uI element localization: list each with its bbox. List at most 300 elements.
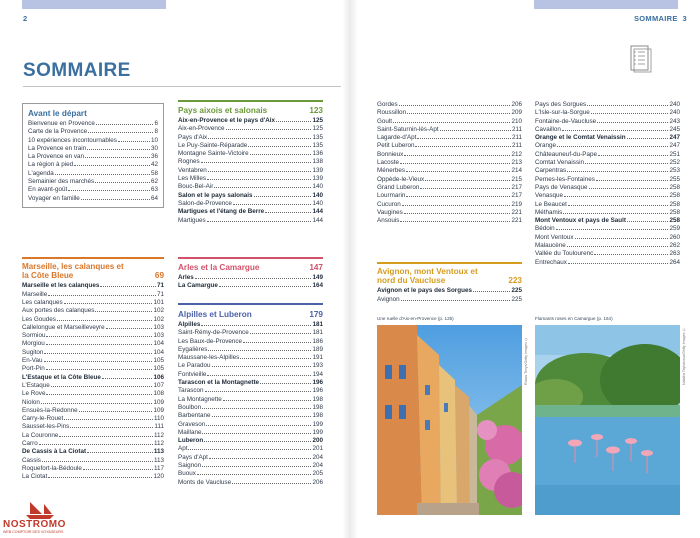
toc-entry [377, 109, 522, 117]
toc-entry [178, 462, 323, 470]
toc-entry-page: 194 [312, 370, 323, 378]
toc-entry-title: Fontvieille [178, 370, 207, 378]
nostromo-logo [0, 498, 76, 538]
toc-entry-title: Marseille [22, 290, 48, 298]
toc-entry-page: 108 [153, 390, 164, 398]
photo-camargue-flamingos [535, 325, 680, 515]
title-rule [23, 86, 341, 87]
toc-entry-page: 258 [669, 192, 680, 200]
toc-entry-page: 247 [669, 142, 680, 150]
toc-entry-page: 212 [511, 150, 522, 158]
toc-leader-dots [208, 134, 311, 139]
toc-entry-title: Les Baux-de-Provence [178, 337, 243, 345]
toc-entry-page: 245 [669, 125, 680, 133]
toc-entry-title: Vallée du Toulourenc [535, 250, 594, 258]
book-gutter [342, 0, 358, 538]
toc-entry [178, 158, 323, 166]
toc-entry [22, 349, 164, 357]
toc-entry-title: Carro [22, 440, 38, 448]
toc-leader-dots [55, 170, 150, 175]
photo-caption-aix: Une ruelle d'Aix-en-Provence (p. 125) [377, 316, 454, 321]
toc-leader-dots [589, 184, 669, 189]
toc-entry-page: 258 [669, 208, 680, 216]
toc-entry-page: 205 [312, 470, 323, 478]
toc-entry [535, 159, 680, 167]
toc-entry-title: Les Milles [178, 175, 206, 183]
toc-entry [535, 225, 680, 233]
logo-subtext: WEB COMPTOIR DES VOYAGEURS [3, 530, 64, 534]
toc-leader-dots [591, 109, 669, 114]
toc-entry-title: Gordes [377, 101, 398, 108]
toc-entry-title: Aux portes des calanques [22, 307, 95, 315]
toc-entry-title: Bouc-Bel-Air [178, 183, 214, 191]
toc-entry-page: 181 [312, 329, 323, 337]
toc-entry-page: 112 [153, 440, 164, 448]
toc-entry [178, 404, 323, 412]
toc-entry [535, 109, 680, 117]
toc-entry-title: Orange et le Comtat Venaissin [535, 134, 626, 142]
toc-entry-page: 198 [312, 395, 323, 403]
toc-entry-title: Méthamis [535, 208, 563, 216]
toc-entry-page: 204 [312, 462, 323, 470]
toc-leader-dots [201, 158, 312, 163]
toc-entry [535, 201, 680, 209]
toc-entry-page: 58 [150, 169, 158, 177]
toc-entry [377, 287, 522, 295]
toc-entry-title: La Montagnette [178, 395, 222, 403]
toc-leader-dots [214, 183, 311, 188]
toc-leader-dots [564, 192, 668, 197]
toc-entry [377, 167, 522, 175]
toc-entry-title: Orange [535, 142, 557, 150]
toc-entry [178, 362, 323, 370]
section-title: Arles et la Camargue 147 [178, 263, 323, 272]
toc-leader-dots [250, 329, 312, 334]
toc-entry-page: 258 [669, 183, 680, 191]
toc-leader-dots [74, 161, 150, 166]
toc-leader-dots [401, 296, 511, 301]
toc-leader-dots [48, 473, 152, 478]
toc-entry-title: 10 expériences incontournables [28, 136, 117, 144]
toc-leader-dots [85, 153, 150, 158]
toc-entry-page: 252 [669, 159, 680, 167]
toc-entry-title: Malaucène [535, 242, 566, 250]
toc-entry-page: 30 [150, 144, 158, 152]
toc-entry [22, 457, 164, 465]
toc-entry-title: Luberon [178, 437, 204, 445]
toc-entry-page: 186 [312, 337, 323, 345]
toc-entry-title: Ventabren [178, 166, 207, 174]
toc-entry-title: Les Goudes [22, 315, 56, 323]
toc-entry-title: Monts de Vaucluse [178, 478, 232, 486]
toc-entry-title: Niolon [22, 398, 40, 406]
toc-entry-page: 144 [312, 216, 323, 224]
toc-entry-title: En-Vau [22, 357, 43, 365]
toc-entry-title: Carry-le-Rouet [22, 415, 64, 423]
toc-leader-dots [598, 151, 669, 156]
toc-entry-page: 102 [153, 307, 164, 315]
toc-entry-title: Tarascon et la Montagnette [178, 379, 260, 387]
toc-entry-page: 243 [669, 117, 680, 125]
toc-entry [178, 274, 323, 282]
toc-entry-title: Cassis [22, 456, 41, 464]
toc-entry-page: 63 [150, 186, 158, 194]
toc-leader-dots [204, 437, 311, 442]
toc-entry [535, 176, 680, 184]
toc-entry [22, 432, 164, 440]
toc-leader-dots [223, 396, 312, 401]
toc-leader-dots [81, 195, 150, 200]
toc-entry-title: L'Estaque et la Côte Bleue [22, 373, 101, 381]
toc-entry-title: Tarascon [178, 387, 204, 395]
toc-entry-title: Vaugines [377, 208, 403, 216]
toc-entry [22, 282, 164, 290]
toc-entry-page: 6 [154, 120, 158, 127]
toc-entry [22, 307, 164, 315]
toc-entry-page: 264 [669, 258, 680, 266]
toc-leader-dots [596, 176, 669, 181]
toc-entry-page: 64 [150, 194, 158, 202]
toc-leader-dots [102, 374, 153, 379]
toc-entry [178, 346, 323, 354]
toc-entry-page: 62 [150, 178, 158, 186]
toc-entry-page: 103 [153, 332, 164, 340]
toc-entry-page: 221 [511, 217, 522, 225]
toc-entry-page: 181 [312, 321, 323, 328]
toc-entry-title: Ensuès-la-Redonne [22, 406, 78, 414]
toc-leader-dots [440, 126, 511, 131]
toc-leader-dots [208, 167, 312, 172]
toc-leader-dots [48, 291, 156, 296]
toc-entry-title: Buoux [178, 470, 196, 478]
toc-entry [22, 399, 164, 407]
toc-entry-page: 101 [153, 299, 164, 306]
toc-entry-title: Grand Luberon [377, 183, 420, 191]
toc-entry-page: 136 [312, 150, 323, 158]
toc-entry-page: 113 [153, 448, 164, 456]
toc-leader-dots [219, 282, 312, 287]
toc-entry-page: 221 [511, 208, 522, 216]
toc-entry-title: Ansouis [377, 217, 400, 225]
toc-leader-dots [567, 242, 669, 247]
toc-leader-dots [87, 145, 150, 150]
toc-entry-title: Pernes-les-Fontaines [535, 175, 595, 183]
toc-entry-page: 215 [511, 175, 522, 183]
toc-entry [377, 134, 522, 142]
toc-entry-page: 110 [153, 415, 164, 423]
toc-entry-title: L'Estaque [22, 381, 50, 389]
toc-entry-page: 259 [669, 225, 680, 233]
toc-entry-page: 251 [669, 150, 680, 158]
header-tab [534, 0, 678, 9]
toc-entry-title: L'Isle-sur-la-Sorgue [535, 109, 590, 117]
toc-entry [535, 209, 680, 217]
toc-leader-dots [575, 234, 669, 239]
toc-entry-title: Pays d'Apt [178, 453, 208, 461]
toc-leader-dots [627, 134, 669, 139]
right-page [350, 0, 700, 538]
toc-entry-page: 103 [153, 323, 164, 331]
toc-leader-dots [233, 200, 312, 205]
toc-entry-page: 198 [312, 403, 323, 411]
toc-entry [178, 282, 323, 290]
toc-entry [22, 448, 164, 456]
toc-entry-page: 213 [511, 159, 522, 167]
toc-entry [178, 217, 323, 225]
toc-entry-page: 189 [312, 345, 323, 353]
toc-leader-dots [425, 176, 510, 181]
toc-entry [28, 161, 158, 169]
toc-entry-title: Lagarde-d'Apt [377, 134, 417, 142]
toc-entry-title: Pays d'Aix [178, 133, 208, 141]
toc-entry [22, 316, 164, 324]
toc-leader-dots [59, 432, 153, 437]
toc-entry [178, 454, 323, 462]
toc-leader-dots [44, 349, 152, 354]
section-luberon-continued [377, 101, 522, 225]
toc-entry-title: Saint-Saturnin-lès-Apt [377, 125, 439, 133]
toc-leader-dots [627, 217, 669, 222]
toc-entry-page: 111 [154, 423, 164, 431]
toc-entry [377, 184, 522, 192]
toc-entry-page: 198 [312, 412, 323, 420]
toc-entry [22, 390, 164, 398]
toc-entry-title: Cucuron [377, 200, 401, 208]
toc-entry [178, 396, 323, 404]
toc-leader-dots [202, 404, 311, 409]
toc-entry-title: Venasque [535, 192, 564, 200]
toc-leader-dots [68, 186, 150, 191]
section-bar [22, 257, 164, 259]
toc-entry [28, 170, 158, 178]
toc-entry-page: 263 [669, 250, 680, 258]
toc-entry [178, 192, 323, 200]
toc-entry-title: Callelongue et Marseilleveyre [22, 323, 105, 331]
toc-entry-title: Carpentras [535, 167, 567, 175]
toc-entry-page: 8 [154, 128, 158, 136]
toc-entry [22, 357, 164, 365]
toc-entry [22, 407, 164, 415]
toc-leader-dots [95, 307, 152, 312]
toc-entry-title: Bonnieux [377, 150, 404, 158]
toc-leader-dots [567, 167, 668, 172]
toc-entry-page: 112 [153, 431, 164, 439]
toc-leader-dots [106, 324, 153, 329]
toc-entry-title: De Cassis à La Ciotat [22, 448, 87, 456]
toc-entry [22, 382, 164, 390]
toc-leader-dots [87, 448, 153, 453]
toc-entry-title: Eygalières [178, 345, 208, 353]
toc-leader-dots [209, 454, 312, 459]
section-vaucluse-continued [535, 101, 680, 267]
toc-leader-dots [202, 462, 311, 467]
toc-entry-page: 117 [153, 464, 164, 472]
toc-entry [535, 167, 680, 175]
toc-entry-title: Petit Luberon [377, 142, 415, 150]
photo-caption-camargue: Flamants roses en Camargue (p. 164) [535, 316, 613, 321]
toc-leader-dots [46, 365, 153, 370]
toc-leader-dots [207, 217, 312, 222]
toc-entry-page: 210 [511, 117, 522, 125]
toc-leader-dots [46, 340, 153, 345]
toc-leader-dots [226, 125, 312, 130]
toc-entry-title: Bienvenue en Provence [28, 120, 95, 127]
toc-entry [178, 134, 323, 142]
toc-entry-page: 113 [153, 456, 164, 464]
toc-entry-title: Entrechaux [535, 258, 567, 266]
toc-leader-dots [64, 299, 153, 304]
toc-entry-title: Apt [178, 445, 188, 453]
toc-leader-dots [594, 250, 668, 255]
toc-leader-dots [404, 151, 510, 156]
toc-entry-page: 144 [312, 208, 323, 216]
toc-entry [178, 167, 323, 175]
toc-entry-page: 71 [156, 290, 164, 298]
toc-leader-dots [51, 382, 153, 387]
toc-entry [377, 101, 522, 109]
toc-entry-title: La région à pied [28, 161, 74, 169]
toc-entry-title: Sormiou [22, 332, 46, 340]
toc-leader-dots [70, 423, 153, 428]
toc-entry-title: Le Rove [22, 390, 46, 398]
toc-entry-title: Salon et le pays salonais [178, 191, 253, 199]
toc-entry-page: 71 [156, 282, 164, 290]
toc-leader-dots [88, 128, 153, 133]
toc-entry [22, 415, 164, 423]
toc-leader-dots [415, 142, 510, 147]
toc-entry [377, 201, 522, 209]
toc-entry [535, 217, 680, 225]
photo-credit-aix: Rokas Tenys/Getty Images © [524, 337, 528, 385]
toc-entry [377, 159, 522, 167]
toc-entry-page: 106 [153, 373, 164, 381]
toc-entry [535, 126, 680, 134]
toc-entry-title: Martigues [178, 216, 206, 224]
toc-entry-page: 201 [312, 445, 323, 453]
toc-entry-title: Goult [377, 117, 393, 125]
toc-leader-dots [39, 440, 153, 445]
toc-entry-page: 214 [511, 167, 522, 175]
toc-entry-page: 199 [312, 428, 323, 436]
toc-entry-page: 104 [153, 348, 164, 356]
toc-entry-page: 217 [511, 183, 522, 191]
toc-entry [535, 242, 680, 250]
checklist-icon [630, 45, 652, 73]
header-tab [22, 0, 166, 9]
toc-entry [22, 440, 164, 448]
toc-leader-dots [407, 109, 510, 114]
toc-entry [377, 142, 522, 150]
toc-entry-title: Roquefort-la-Bédoule [22, 464, 82, 472]
toc-entry-title: Maillane [178, 428, 202, 436]
toc-entry [535, 234, 680, 242]
toc-entry-title: Carte de la Provence [28, 128, 88, 136]
toc-leader-dots [201, 321, 311, 326]
toc-entry-page: 225 [511, 295, 522, 303]
toc-entry-title: La Ciotat [22, 473, 48, 481]
toc-entry [535, 101, 680, 109]
toc-entry [22, 299, 164, 307]
toc-entry-title: Saignon [178, 462, 202, 470]
toc-entry [178, 371, 323, 379]
section-title: Pays aixois et salonais 123 [178, 106, 323, 115]
toc-entry-title: La Provence en van [28, 153, 85, 161]
toc-entry [377, 126, 522, 134]
toc-leader-dots [64, 415, 153, 420]
toc-leader-dots [208, 346, 311, 351]
toc-entry [28, 145, 158, 153]
toc-leader-dots [83, 465, 153, 470]
toc-entry [178, 387, 323, 395]
toc-entry-page: 140 [312, 191, 323, 199]
toc-leader-dots [562, 126, 669, 131]
toc-leader-dots [260, 379, 311, 384]
toc-entry-page: 200 [312, 437, 323, 445]
toc-entry-title: La Provence en train [28, 144, 87, 152]
toc-entry-page: 206 [312, 478, 323, 486]
toc-entry [377, 209, 522, 217]
toc-entry-page: 219 [511, 200, 522, 208]
toc-leader-dots [473, 287, 511, 292]
toc-entry [28, 186, 158, 194]
toc-entry-title: En avant-goût [28, 186, 68, 194]
toc-leader-dots [250, 150, 312, 155]
right-page-label: SOMMAIRE 3 [634, 14, 687, 23]
section-title: Avant le départ [28, 109, 87, 118]
toc-entry-page: 217 [511, 192, 522, 200]
toc-entry [22, 332, 164, 340]
toc-entry-title: Pays de Venasque [535, 183, 588, 191]
toc-entry-page: 225 [511, 287, 522, 295]
photo-aix-street [377, 325, 522, 515]
toc-leader-dots [232, 479, 311, 484]
section-bar [178, 303, 323, 305]
toc-leader-dots [557, 142, 668, 147]
toc-entry [178, 117, 323, 125]
toc-entry [178, 329, 323, 337]
toc-entry-page: 262 [669, 242, 680, 250]
toc-entry-title: Voyager en famille [28, 194, 80, 202]
toc-entry [22, 324, 164, 332]
toc-entry [28, 195, 158, 203]
toc-entry-title: La Couronne [22, 431, 59, 439]
toc-entry-page: 125 [312, 117, 323, 124]
toc-entry-title: Oppède-le-Vieux [377, 175, 425, 183]
toc-leader-dots [406, 167, 510, 172]
toc-entry [178, 421, 323, 429]
toc-entry [178, 142, 323, 150]
toc-entry [22, 465, 164, 473]
toc-leader-dots [240, 354, 311, 359]
toc-entry-title: L'agenda [28, 169, 54, 177]
toc-leader-dots [100, 282, 156, 287]
toc-entry [535, 259, 680, 267]
toc-entry-title: Maussane-les-Alpilles [178, 354, 240, 362]
toc-entry-title: Cavaillon [535, 125, 561, 133]
toc-entry-page: 255 [669, 175, 680, 183]
toc-entry [178, 125, 323, 133]
toc-leader-dots [587, 101, 668, 106]
toc-entry-page: 164 [312, 282, 323, 290]
toc-leader-dots [556, 225, 669, 230]
toc-entry-page: 139 [312, 166, 323, 174]
toc-leader-dots [597, 118, 668, 123]
toc-entry-page: 125 [312, 125, 323, 133]
toc-entry [535, 134, 680, 142]
toc-entry [28, 120, 158, 128]
photo-credit-camargue: Nataliia Tsyhanova/Getty Images © [682, 327, 686, 385]
section-pays-aixois [178, 106, 323, 225]
